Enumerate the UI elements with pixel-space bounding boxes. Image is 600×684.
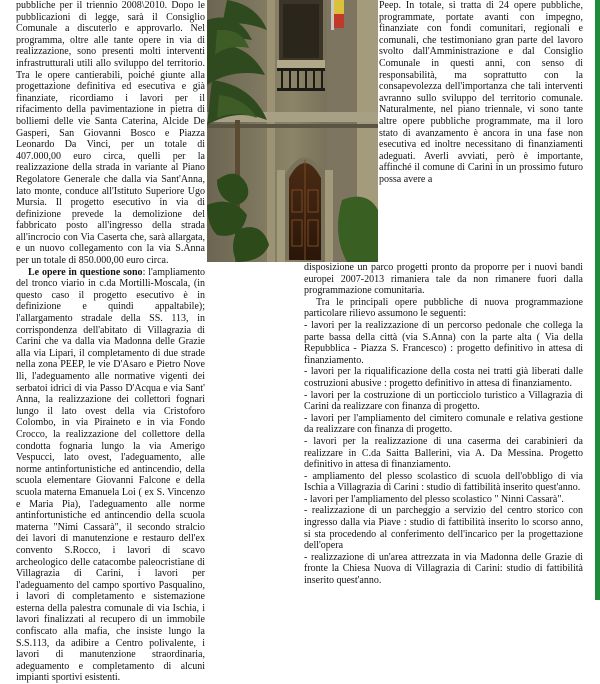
list-item: - lavori per l'ampliamento del plesso scolastico " Ninni Cassarà". (304, 493, 564, 505)
list-item: - ampliamento del plesso scolastico di scuola dell'obbligo di via Ischia a Villagrazia di Carini : studio di fattibilità inserito quest'anno. (304, 470, 583, 494)
right-top-paragraph: Peep. In totale, si tratta di 24 opere pubbliche, programmate, portate avanti con impegno, finanziate con fondi comunitari, regionali e comunali, che testimoniano gran parte del lavoro svolto dall'Amministrazione e dal Consiglio Comunale in questi anni, con senso di responsabilità, ma soprattutto con la consapevolezza dell'importanza che tali interventi avranno sullo sviluppo del territorio comunale. Naturalmente, nel piano triennale, vi sono tante altre opere pubbliche programmate, ma il loro stato di avanzamento è ancora in una fase non esecutiva ed inoltre necessitano di finanziamenti adeguati. Averli avviati, però è importante, affinché il comune di Carini in un prossimo futuro possa avere a (379, 0, 583, 185)
left-paragraph-2-body: : l'ampliamento del tronco viario in c.da Mortilli-Moscala, (in questo caso il progetto esecutivo è in definizione e quindi appaltabile); l'allargamento stradale della SS. 113, in corrispondenza dell'abitato di Villagrazia di Carini che va dalla via Madonna delle Grazie alla via Lipari, il completamento di due strade nella zona PEEP, le vie D'Asaro e Pietro Nove lli, l'adeguamento alle normative vigenti dei serbatoi idrici di via Passo D'Acqua e via Sant' Anna, la realizzazione dei collettori fognari lungo il lato ovest della via Cristoforo Colombo, in via Piraineto e in via Fondo Crocco, la realizzazione del collettore della condotta fognaria lungo la via Amerigo Vespucci, lato ovest, l'adeguamento, alle norme antinfortunistiche ed antincendio, della scuola elementare Giovanni Falcone e della scuola materna Emanuela Loi ( ex S. Vincenzo e Maria Pia), l'adeguamento alle norme antinfortunistiche ed antincendio della scuola materna "Nimi Cassarà", il secondo stralcio dei lavori di manutenzione e restauro dell'ex convento S.Rocco, i lavori di scavo archeologico delle catacombe paleocristiane di Villagrazia di Carini, i lavori per l'adeguamento del campo sportivo Pasqualino, i lavori di completamento e sistemazione esterna della palestra comunale di via Ischia, i lavori finalizzati al recupero di un immobile confiscato alla mafia, che insiste lungo la S.S.113, da adibire a Centro polivalente, i lavori di manutenzione straordinaria, adeguamento e completamento di alcuni impianti sportivi esistenti. (16, 266, 205, 684)
green-page-edge (595, 0, 600, 600)
right-paragraph-1: disposizione un parco progetti pronto da proporre per i nuovi bandi europei 2007-2013 rimaniera tale da non rimanere fuori dalla programmazione comunitaria. (304, 262, 583, 297)
list-item: - realizzazione di un parcheggio a servizio del centro storico con ingresso dalla via Piave : studio di fattibilità inserito lo scorso anno, si sta procedendo al conferimento dell'incarico per la progettazione dell'opera (304, 505, 583, 552)
right-column-bottom (304, 262, 583, 600)
facade-illustration (207, 0, 378, 262)
building-facade-photo (207, 0, 378, 262)
list-item: - realizzazione di un'area attrezzata in via Madonna delle Grazie di fronte la Chiesa Nuova di Villagrazia di Carini: studio di fattibilità inserito quest'anno. (304, 551, 583, 587)
list-item: - lavori per la realizzazione di una caserma dei carabinieri da realizzare in C.da Saitta Ballerini, via A. Da Messina. Progetto definitivo in attesa di finanziamento. (304, 435, 583, 471)
list-item: - lavori per la riqualificazione della costa nei tratti già liberati dalle costruzioni abusive : progetto definitivo in attesa di finanziamento. (304, 366, 583, 389)
list-item: - lavori per la costruzione di un porticciolo turistico a Villagrazia di Carini da realizzare con finanza di progetto. (304, 389, 583, 413)
left-column (16, 0, 205, 684)
left-paragraph-2 (16, 267, 205, 684)
list-item: - lavori per la realizzazione di un percorso pedonale che collega la parte bassa della città (via S.Anna) con la parte alta ( Via della Repubblica - Piazza S. Francesco) : progetto definitivo in attesa di finanziamento. (304, 319, 583, 366)
right-column-top (379, 0, 583, 262)
left-paragraph-1: pubbliche per il triennio 2008\2010. Dopo le pubblicazioni di legge, sarà il Consiglio Comunale a discuterlo e approvarlo. Nel programma, oltre alle tante opere in via di realizzazione, sono presenti molti interventi infrastrutturali utili allo sviluppo del territorio. Tra le opere cantierabili, poiché giunte alla progettazione definitiva ed esecutiva e già finanziate, ricordiamo i lavori per il rifacimento della pavimentazione in pietra di bolliemi delle vie Santa Caterina, Alcide De Gasperi, San Giovanni Bosco e Piazza Leonardo Da Vinci, per un totale di 407.000,00 euro circa, quelli per la realizzazione della strada in variante al Piano Regolatore Generale che dalla via Sant'Anna, lato monte, conduce all'Istituto Superiore Ugo Mursia. Il progetto esecutivo in via di definizione prevede la demolizione del fabbricato posto all'ingresso della strada all'incrocio con Via Caserta che, sarà allargata, e un nuovo collegamento con la via S.Anna per un totale di 850.000,00 euro circa. (16, 0, 205, 267)
lead-in-bold: Le opere in questione sono (28, 266, 143, 278)
list-item: - lavori per l'ampliamento del cimitero comunale e relativa gestione da realizzare con finanza di progetto. (304, 412, 583, 436)
right-paragraph-2: Tra le principali opere pubbliche di nuova programmazione particolare rilievo assumono le seguenti: (304, 296, 583, 320)
